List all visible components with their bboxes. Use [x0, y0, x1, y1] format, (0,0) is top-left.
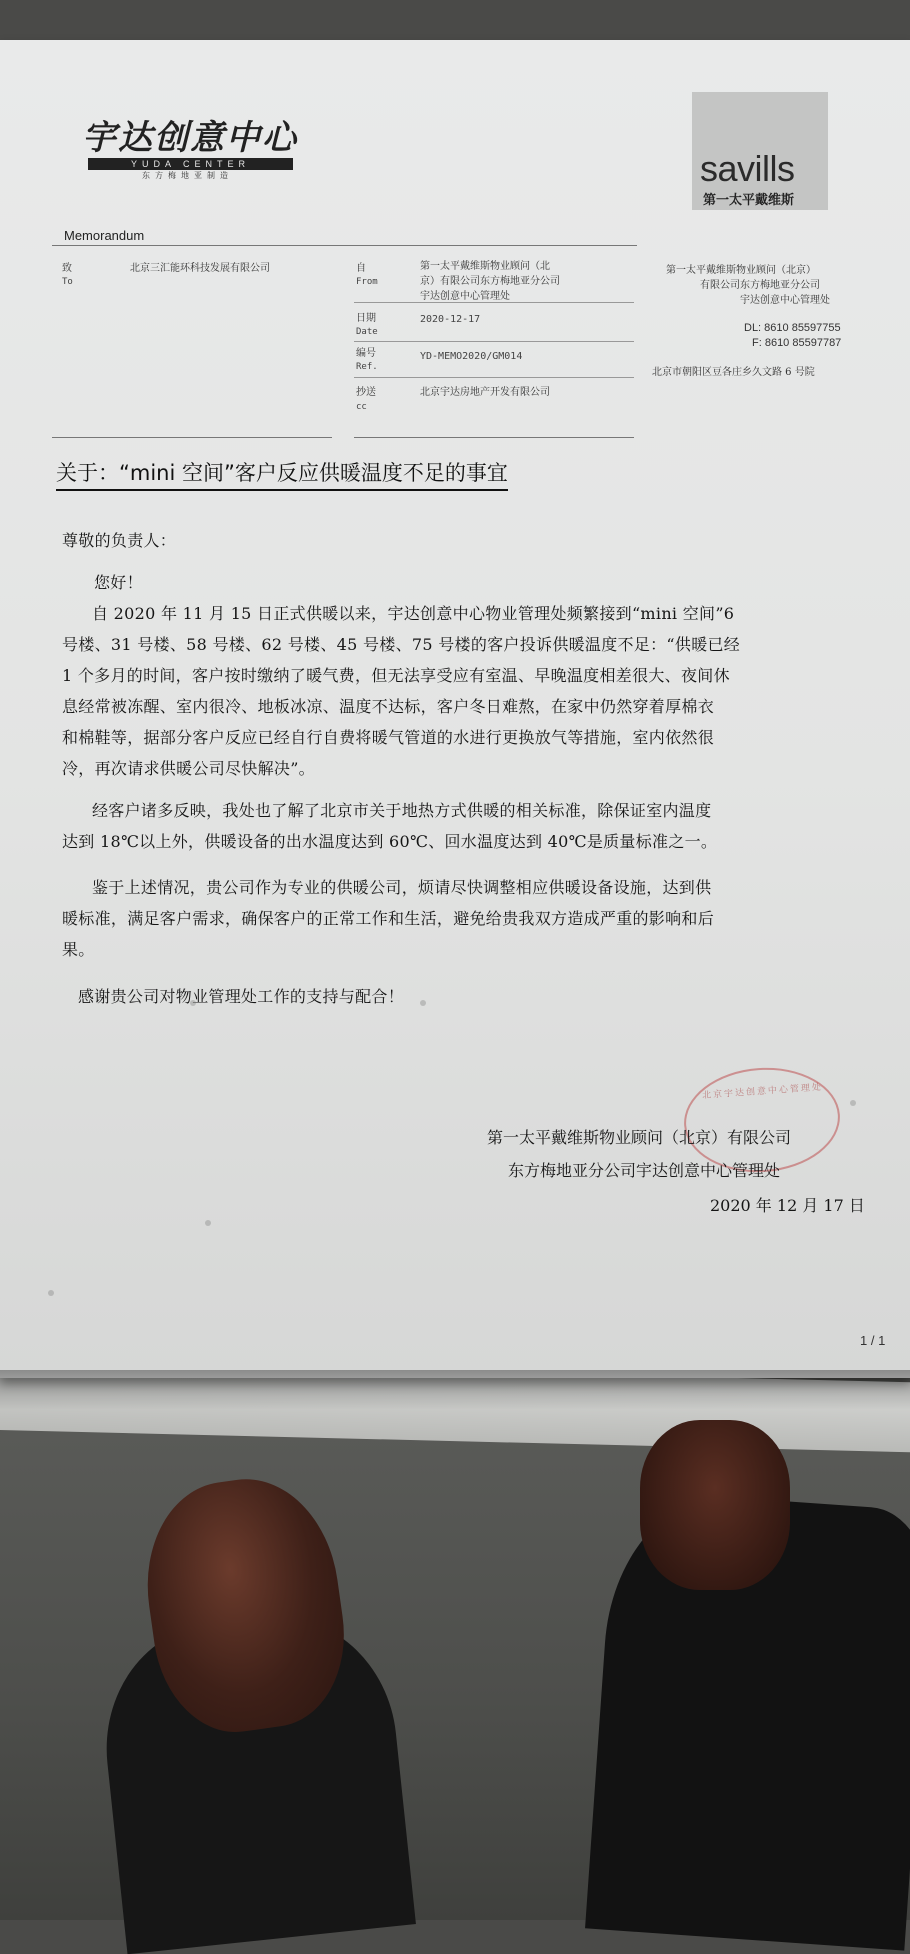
right-shoe	[640, 1420, 790, 1590]
from-label-cn: 自	[356, 263, 366, 274]
signature-date: 2020 年 12 月 17 日	[710, 1196, 865, 1215]
ref-divider	[354, 377, 634, 378]
yuda-center-logo	[82, 118, 312, 198]
paragraph1-line1: 自 2020 年 11 月 15 日正式供暖以来，宇达创意中心物业管理处频繁接到“mini 空间”6	[92, 604, 735, 623]
from-value-line2: 京）有限公司东方梅地亚分公司	[420, 276, 560, 287]
paper-speck	[850, 1100, 856, 1106]
company-fax: F: 8610 85597787	[752, 337, 842, 349]
cc-label-cn: 抄送	[356, 387, 376, 398]
paragraph3-line2: 暖标准，满足客户需求，确保客户的正常工作和生活，避免给贵我双方造成严重的影响和后	[62, 909, 715, 928]
to-label-cn: 致	[62, 263, 72, 274]
from-value-line1: 第一太平戴维斯物业顾问（北	[420, 261, 550, 272]
to-label-en: To	[62, 277, 73, 287]
page-number: 1 / 1	[860, 1333, 886, 1348]
cc-label-en: cc	[356, 402, 367, 412]
paragraph1-line2: 号楼、31 号楼、58 号楼、62 号楼、45 号楼、75 号楼的客户投诉供暖温度不足：“供暖已经	[62, 635, 741, 654]
date-label-en: Date	[356, 327, 378, 337]
header-divider	[52, 245, 637, 246]
company-line3: 宇达创意中心管理处	[740, 295, 830, 306]
date-label-cn: 日期	[356, 313, 376, 324]
greeting: 您好！	[94, 573, 143, 592]
to-value: 北京三汇能环科技发展有限公司	[130, 263, 270, 274]
ref-label-en: Ref.	[356, 362, 378, 372]
company-seal-stamp: 北京宇达创意中心管理处	[681, 1063, 844, 1178]
signature-company-line1: 第一太平戴维斯物业顾问（北京）有限公司	[487, 1128, 792, 1147]
paragraph1-line3: 1 个多月的时间，客户按时缴纳了暖气费，但无法享受应有室温、早晚温度相差很大、夜间休	[62, 666, 730, 685]
memo-title: 关于：“mini 空间”客户反应供暖温度不足的事宜	[56, 457, 508, 491]
from-divider	[354, 302, 634, 303]
cc-value: 北京宇达房地产开发有限公司	[420, 387, 550, 398]
paragraph3-line1: 鉴于上述情况，贵公司作为专业的供暖公司，烦请尽快调整相应供暖设备设施，达到供	[92, 878, 712, 897]
paragraph2-line1: 经客户诸多反映，我处也了解了北京市关于地热方式供暖的相关标准，除保证室内温度	[92, 801, 712, 820]
paragraph1-line4: 息经常被冻醒、室内很冷、地板冰凉、温度不达标，客户冬日难熬，在家中仍然穿着厚棉衣	[62, 697, 715, 716]
paragraph3-line3: 果。	[62, 940, 95, 959]
paragraph1-line6: 冷，再次请求供暖公司尽快解决”。	[62, 759, 315, 778]
paragraph2-line2: 达到 18℃以上外，供暖设备的出水温度达到 60℃、回水温度达到 40℃是质量标准之一。	[62, 832, 718, 851]
yuda-logo-en: YUDA CENTER	[88, 158, 293, 170]
company-line1: 第一太平戴维斯物业顾问（北京）	[666, 265, 816, 276]
savills-word: savills	[700, 148, 795, 189]
paper-speck	[420, 1000, 426, 1006]
yuda-logo-sub: 东方梅地亚制造	[142, 171, 233, 180]
paragraph1-line5: 和棉鞋等，据部分客户反应已经自行自费将暖气管道的水进行更换放气等措施，室内依然很	[62, 728, 715, 747]
memorandum-label: Memorandum	[64, 228, 145, 243]
signature-company-line2: 东方梅地亚分公司宇达创意中心管理处	[508, 1161, 781, 1180]
savills-cn-name: 第一太平戴维斯	[703, 192, 795, 207]
yuda-logo-cn: 宇达创意中心	[82, 119, 298, 157]
paper-speck	[190, 1000, 196, 1006]
company-line2: 有限公司东方梅地亚分公司	[700, 280, 820, 291]
paper-speck	[205, 1220, 211, 1226]
paper-shadow	[0, 1370, 910, 1410]
company-tel: DL: 8610 85597755	[744, 322, 841, 334]
date-value: 2020-12-17	[420, 314, 481, 325]
paragraph4: 感谢贵公司对物业管理处工作的支持与配合！	[78, 987, 405, 1006]
salutation: 尊敬的负责人：	[62, 531, 177, 550]
from-label-en: From	[356, 277, 378, 287]
from-value-line3: 宇达创意中心管理处	[420, 291, 510, 302]
paper-speck	[48, 1290, 54, 1296]
ref-value: YD-MEMO2020/GM014	[420, 351, 523, 362]
from-bottom-divider	[354, 437, 634, 438]
ref-label-cn: 编号	[356, 348, 376, 359]
to-bottom-divider	[52, 437, 332, 438]
company-address: 北京市朝阳区豆各庄乡久文路 6 号院	[652, 367, 815, 378]
date-divider	[354, 341, 634, 342]
